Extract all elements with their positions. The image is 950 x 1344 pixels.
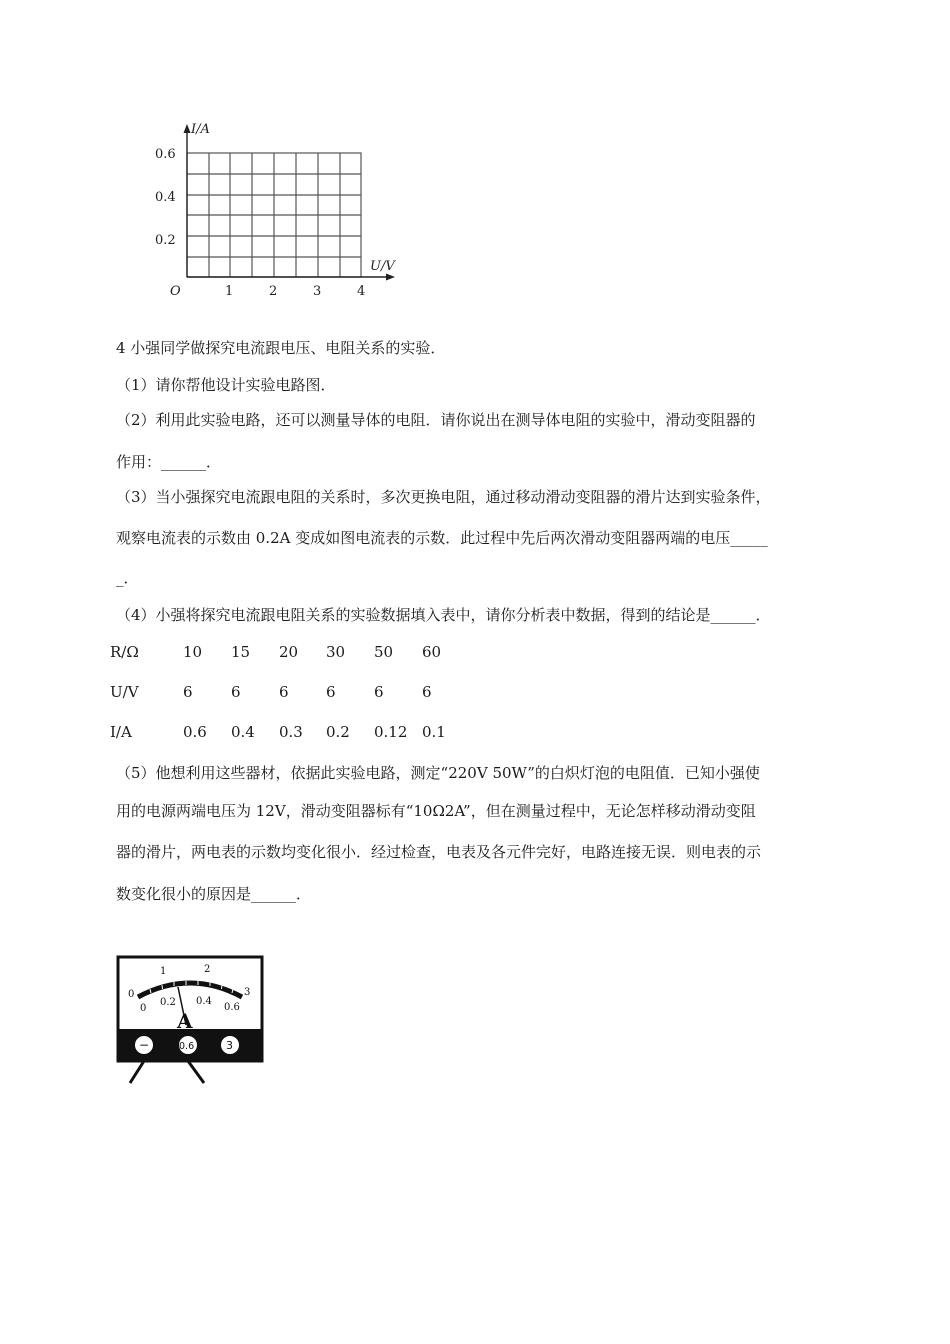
table-cell: 15 (231, 643, 251, 661)
upper-scale-label: 0 (128, 989, 135, 1000)
sub-question-5-line-1: （5）他想利用这些器材，依据此实验电路，测定“220V 50W”的白炽灯泡的电阻值．已知小强使 (116, 764, 760, 782)
sub-question-2-line-2: 作用：______． (116, 453, 222, 471)
sub-question-3-line-3: _． (116, 569, 139, 587)
lower-scale-label: 0.2 (160, 997, 176, 1008)
y-tick-label: 0.2 (155, 233, 176, 248)
y-axis-label: I/A (191, 122, 210, 137)
table-cell: 6 (326, 683, 336, 701)
table-cell: 6 (231, 683, 241, 701)
terminal-label: 3 (226, 1039, 233, 1052)
table-row-label: U/V (110, 683, 139, 701)
origin-label: O (170, 284, 181, 299)
ammeter-symbol: A (177, 1009, 193, 1033)
table-cell: 0.12 (374, 723, 408, 741)
x-tick-label: 4 (357, 284, 366, 299)
table-cell: 0.4 (231, 723, 255, 741)
x-axis-arrow-icon (386, 274, 395, 281)
table-cell: 0.3 (279, 723, 303, 741)
upper-scale-label: 1 (160, 966, 167, 977)
sub-question-1: （1）请你帮他设计实验电路图． (116, 376, 336, 394)
upper-scale-label: 3 (244, 987, 251, 998)
x-tick-label: 2 (269, 284, 278, 299)
sub-question-3-line-1: （3）当小强探究电流跟电阻的关系时，多次更换电阻，通过移动滑动变阻器的滑片达到实验条件， (116, 488, 771, 506)
sub-question-5-line-2: 用的电源两端电压为 12V，滑动变阻器标有“10Ω2A”，但在测量过程中，无论怎样移动滑动变阻 (116, 802, 756, 820)
table-cell: 6 (422, 683, 432, 701)
upper-scale-label: 2 (204, 964, 211, 975)
y-tick-label: 0.4 (155, 190, 176, 205)
y-tick-label: 0.6 (155, 147, 176, 162)
table-cell: 10 (183, 643, 203, 661)
y-axis-arrow-icon (184, 124, 191, 133)
table-cell: 30 (326, 643, 346, 661)
table-row-label: I/A (110, 723, 132, 741)
lower-scale-label: 0.4 (196, 996, 212, 1007)
current-voltage-grid-graph (150, 118, 400, 303)
sub-question-2-line-1: （2）利用此实验电路，还可以测量导体的电阻．请你说出在测导体电阻的实验中，滑动变阻器的 (116, 411, 756, 429)
table-cell: 20 (279, 643, 299, 661)
table-cell: 0.1 (422, 723, 446, 741)
table-cell: 6 (279, 683, 289, 701)
x-tick-label: 1 (225, 284, 234, 299)
sub-question-5-line-4: 数变化很小的原因是______． (116, 885, 312, 903)
wire (130, 1061, 144, 1083)
lower-scale-label: 0 (140, 1003, 147, 1014)
table-cell: 60 (422, 643, 442, 661)
ammeter-figure (116, 955, 264, 1087)
table-cell: 6 (183, 683, 193, 701)
x-axis-label: U/V (370, 259, 395, 274)
x-tick-label: 3 (313, 284, 322, 299)
table-cell: 6 (374, 683, 384, 701)
table-row-label: R/Ω (110, 643, 139, 661)
sub-question-4: （4）小强将探究电流跟电阻关系的实验数据填入表中，请你分析表中数据，得到的结论是______． (116, 606, 771, 624)
axes (187, 128, 390, 277)
table-cell: 50 (374, 643, 394, 661)
question-title: 4 小强同学做探究电流跟电压、电阻关系的实验． (116, 339, 446, 357)
table-cell: 0.2 (326, 723, 350, 741)
sub-question-3-line-2: 观察电流表的示数由 0.2A 变成如图电流表的示数．此过程中先后两次滑动变阻器两端的电压_____ (116, 529, 768, 547)
wire (188, 1061, 204, 1083)
terminal-label: − (139, 1038, 150, 1052)
terminal-label: 0.6 (179, 1041, 195, 1052)
grid-lines (187, 153, 361, 277)
lower-scale-label: 0.6 (224, 1002, 240, 1013)
sub-question-5-line-3: 器的滑片，两电表的示数均变化很小．经过检查，电表及各元件完好，电路连接无误．则电表的示 (116, 843, 762, 861)
table-cell: 0.6 (183, 723, 207, 741)
